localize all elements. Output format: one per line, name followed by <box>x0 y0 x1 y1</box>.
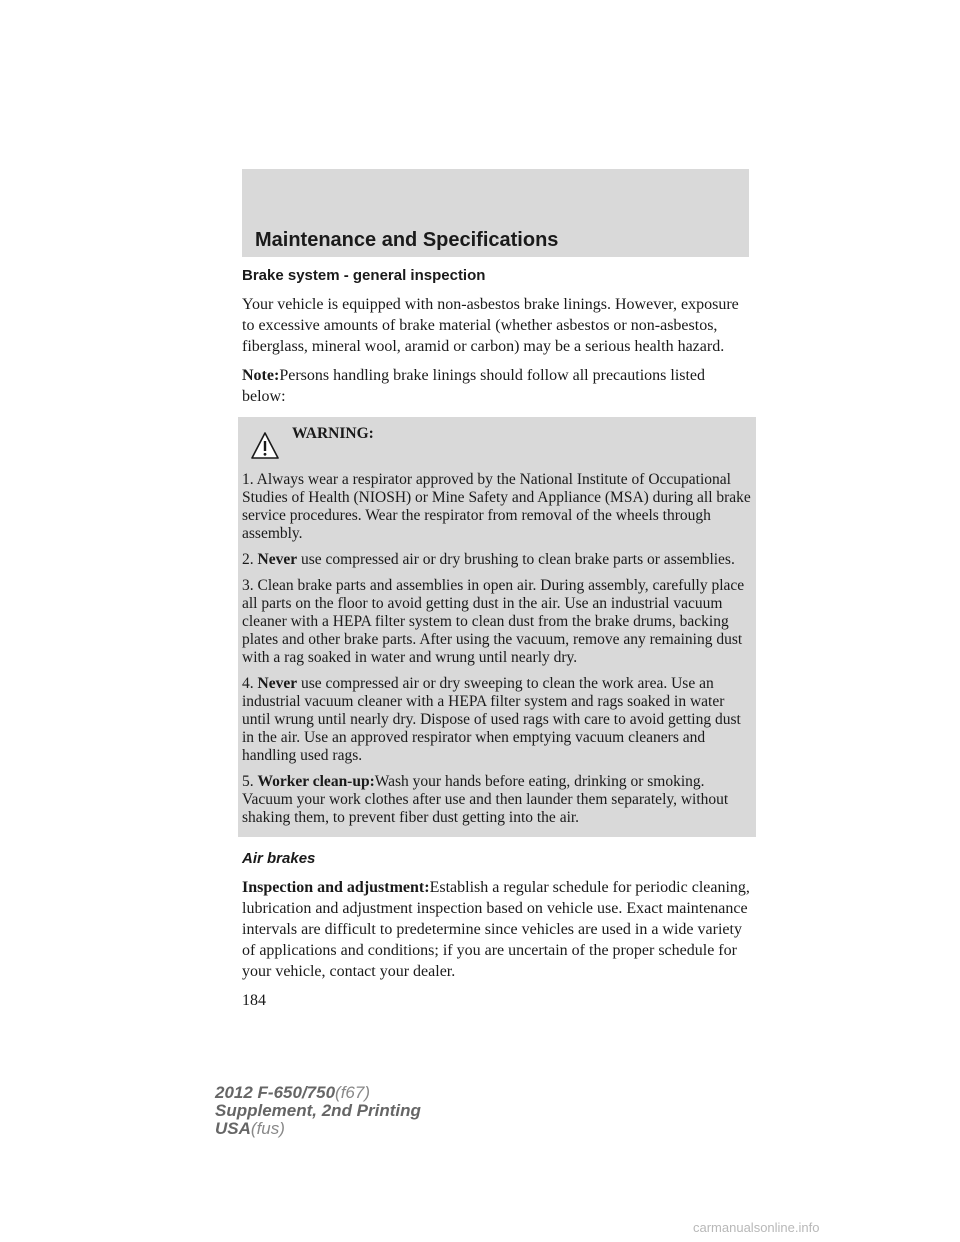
warning-label: WARNING: <box>292 425 374 442</box>
note-text: Persons handling brake linings should follow all precautions listed below: <box>242 367 706 405</box>
item-number: 5. <box>242 773 254 790</box>
footer-line-3 <box>215 1120 421 1138</box>
inspection-text: Establish a regular schedule for periodic cleaning, lubrication and adjustment inspection based on vehicle use. Exact maintenance intervals are difficult to predetermine since vehicles are used in a wide variety of applications and conditions; if you are uncertain of the proper schedule for your vehicle, contact your dealer. <box>242 879 750 980</box>
note-label: Note: <box>242 367 280 384</box>
item-emphasis: Never <box>257 551 298 568</box>
warning-item-5 <box>242 773 752 827</box>
footer-line-1 <box>215 1084 421 1102</box>
item-text: Wash your hands before eating, drinking or smoking. Vacuum your work clothes after use and then launder them separately, without shaking them, to prevent fiber dust getting into the air. <box>242 773 729 826</box>
warning-item-3: 3. Clean brake parts and assemblies in open air. During assembly, carefully place all parts on the floor to avoid getting dust in the air. Use an industrial vacuum cleaner with a HEPA filter system to clean dust from the brake drums, backing plates and other brake parts. After using the vacuum, remove any remaining dust with a rag soaked in water and wrung until nearly dry. <box>242 577 745 666</box>
footer-region: USA <box>215 1119 251 1138</box>
warning-item-2 <box>242 551 752 569</box>
item-emphasis: Never <box>257 675 298 692</box>
print-footer <box>215 1084 421 1138</box>
warning-box <box>238 417 756 837</box>
note-paragraph <box>242 365 752 407</box>
section-heading-brake-inspection: Brake system - general inspection <box>242 267 486 284</box>
watermark: carmanualsonline.info <box>693 1220 820 1235</box>
footer-line-2: Supplement, 2nd Printing <box>215 1101 421 1120</box>
item-emphasis: Worker clean-up: <box>257 773 375 790</box>
inspection-paragraph <box>242 877 752 982</box>
warning-header <box>242 425 752 471</box>
intro-paragraph: Your vehicle is equipped with non-asbestos brake linings. However, exposure to excessive amounts of brake material (whether asbestos or non-asbestos, fiberglass, mineral wool, aramid or carbon) may be a serious health hazard. <box>242 296 739 355</box>
footer-model: 2012 F-650/750 <box>215 1083 336 1102</box>
warning-triangle-icon <box>250 431 280 461</box>
inspection-label: Inspection and adjustment: <box>242 879 430 896</box>
item-number: 4. <box>242 675 254 692</box>
item-number: 2. <box>242 551 254 568</box>
page-content <box>242 266 752 1011</box>
item-text: use compressed air or dry sweeping to clean the work area. Use an industrial vacuum cleaner with a HEPA filter system and rags soaked in water until wrung until nearly dry. Dispose of used rags with care to avoid getting dust in the air. Use an approved respirator when emptying vacuum cleaners and handling used rags. <box>242 675 741 764</box>
footer-model-code: (f67) <box>335 1083 371 1102</box>
warning-item-4 <box>242 675 752 765</box>
item-text: use compressed air or dry brushing to clean brake parts or assemblies. <box>300 551 735 568</box>
footer-region-code: (fus) <box>250 1119 285 1138</box>
warning-item-1: 1. Always wear a respirator approved by the National Institute of Occupational Studies of Health (NIOSH) or Mine Safety and Appliance (MSA) during all brake service procedures. Wear the respirator from removal of the wheels through assembly. <box>242 471 751 542</box>
page-number: 184 <box>242 992 266 1009</box>
page-title: Maintenance and Specifications <box>255 229 559 251</box>
section-heading-air-brakes: Air brakes <box>242 850 316 867</box>
